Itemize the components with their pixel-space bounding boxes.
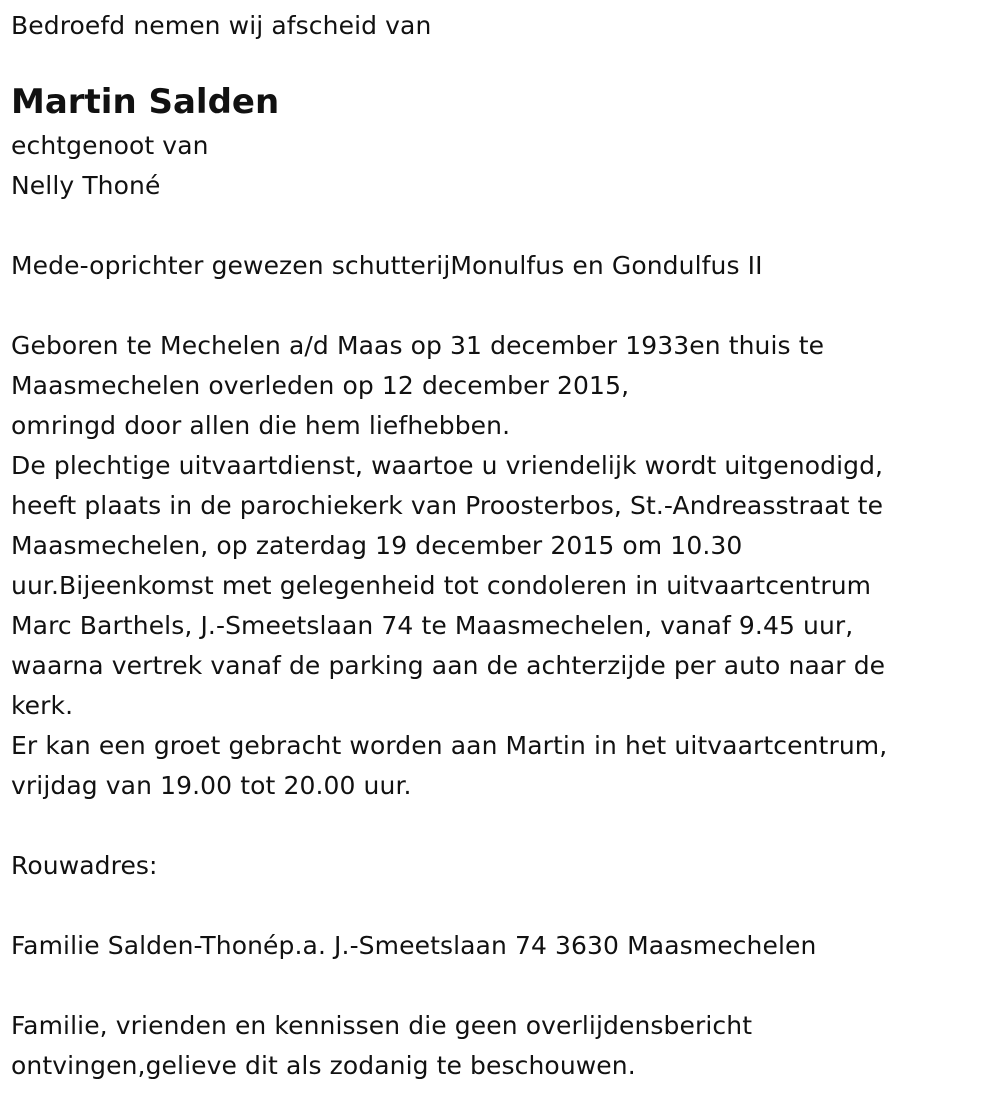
intro-text: Bedroefd nemen wij afscheid van [11,11,432,40]
closing-line: ontvingen,gelieve dit als zodanig te beschouwen. [11,1051,636,1080]
spacer [11,806,986,846]
details-line: Maasmechelen overleden op 12 december 2015, [11,371,630,400]
spacer [11,206,986,246]
address-label: Rouwadres: [11,851,158,880]
obituary-notice [11,6,986,1086]
details-line: vrijdag van 19.00 tot 20.00 uur. [11,771,412,800]
details-line: Er kan een groet gebracht worden aan Martin in het uitvaartcentrum, [11,731,888,760]
details-line: uur.Bijeenkomst met gelegenheid tot condoleren in uitvaartcentrum [11,571,872,600]
details-line: waarna vertrek vanaf de parking aan de achterzijde per auto naar de [11,651,886,680]
details-line: Marc Barthels, J.-Smeetslaan 74 te Maasmechelen, vanaf 9.45 uur, [11,611,854,640]
closing-line: Familie, vrienden en kennissen die geen overlijdensbericht [11,1011,753,1040]
spouse-name: Nelly Thoné [11,171,161,200]
spacer [11,886,986,926]
details-line: Maasmechelen, op zaterdag 19 december 2015 om 10.30 [11,531,743,560]
deceased-name: Martin Salden [11,82,280,122]
details-line: heeft plaats in de parochiekerk van Proosterbos, St.-Andreasstraat te [11,491,884,520]
details-line: kerk. [11,691,74,720]
spacer [11,966,986,1006]
spacer [11,286,986,326]
details-line: Geboren te Mechelen a/d Maas op 31 december 1933en thuis te [11,331,825,360]
relation-line: echtgenoot van [11,131,209,160]
details-line: De plechtige uitvaartdienst, waartoe u vriendelijk wordt uitgenodigd, [11,451,884,480]
details-line: omringd door allen die hem liefhebben. [11,411,511,440]
address-line: Familie Salden-Thonép.a. J.-Smeetslaan 74 3630 Maasmechelen [11,931,817,960]
role-line: Mede-oprichter gewezen schutterijMonulfus en Gondulfus II [11,251,763,280]
